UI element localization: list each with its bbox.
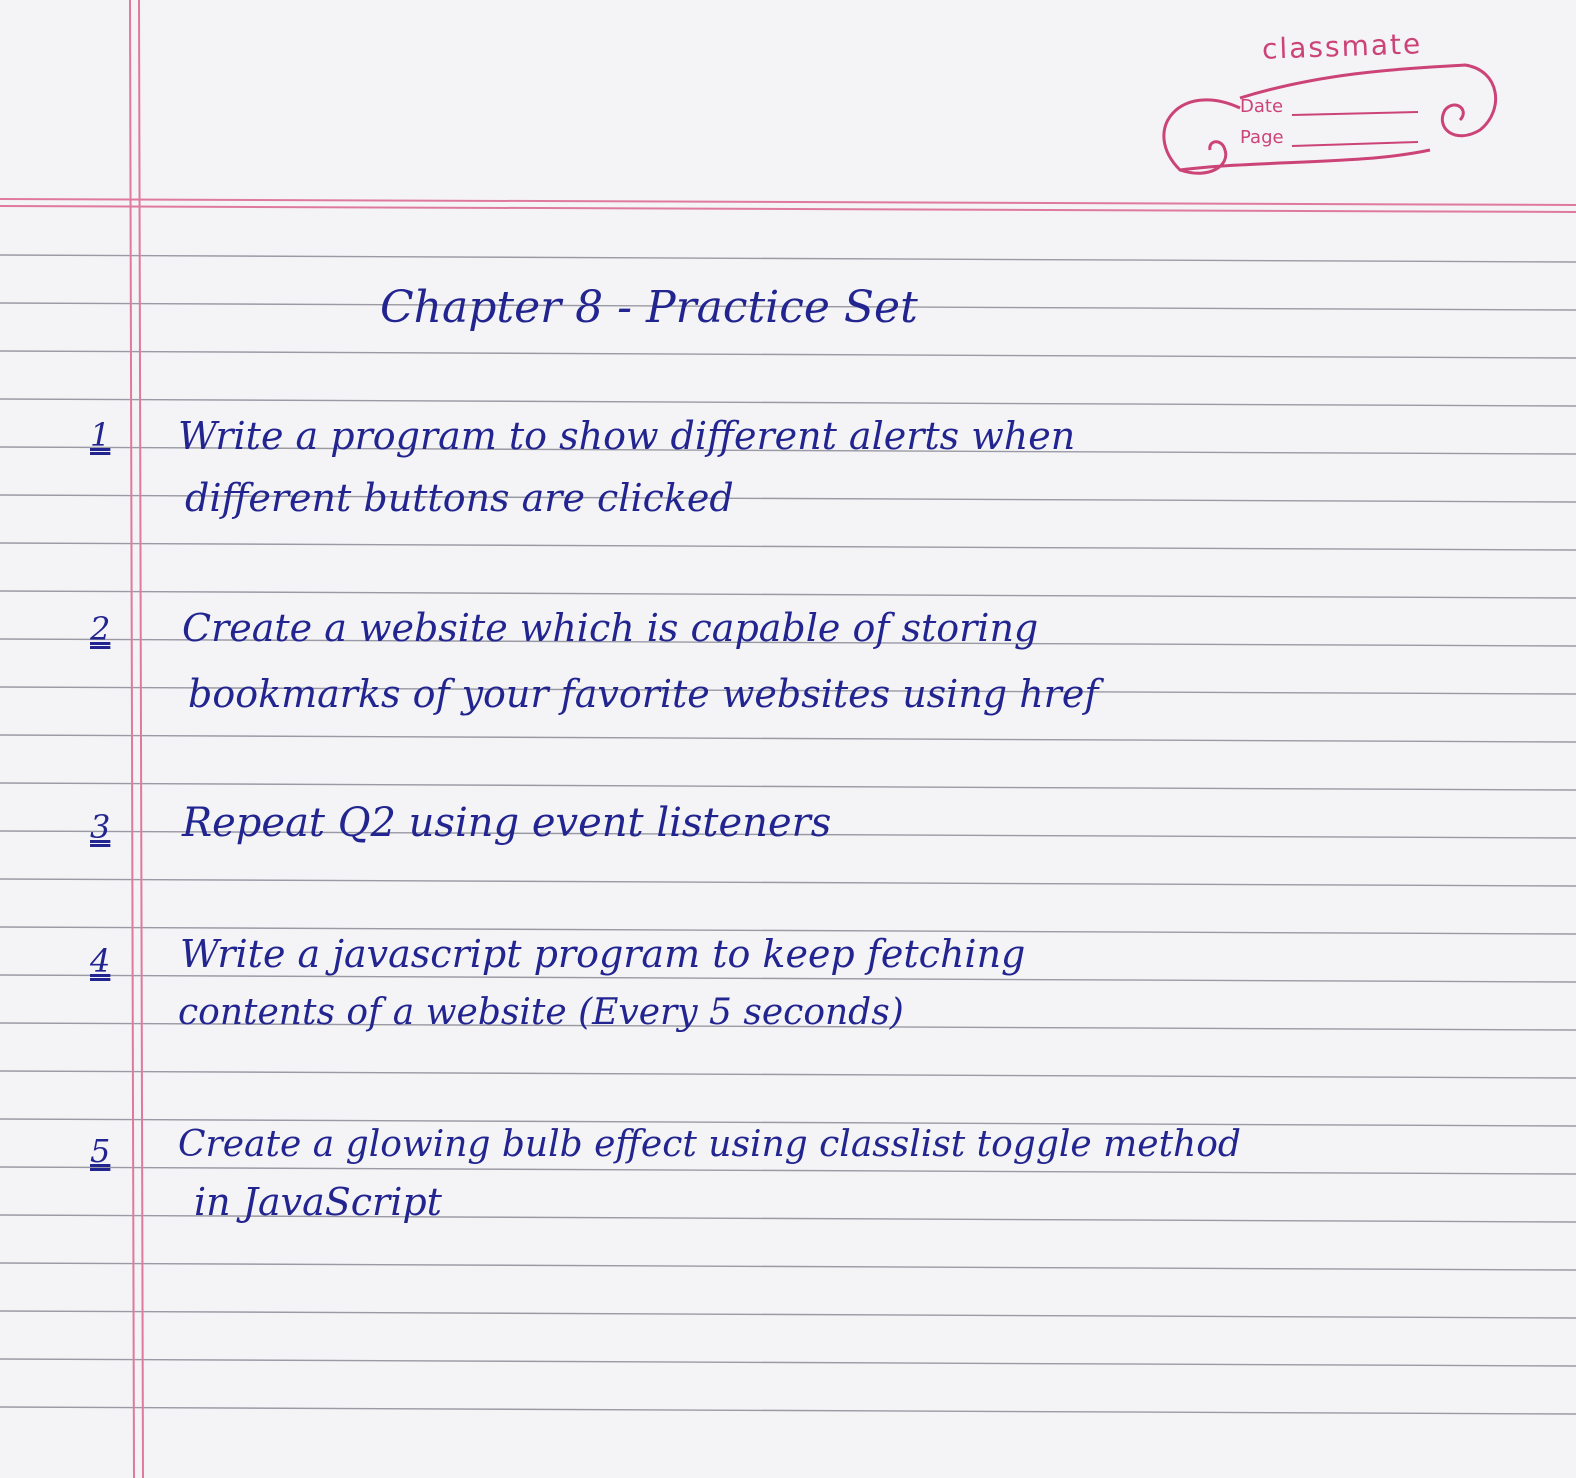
question-line: different buttons are clicked: [185, 476, 734, 520]
page-title: Chapter 8 - Practice Set: [380, 282, 918, 333]
question-line: Write a program to show different alerts when: [178, 414, 1076, 458]
page-label: Page: [1240, 127, 1284, 148]
question-line: in JavaScript: [194, 1180, 442, 1224]
date-label: Date: [1240, 96, 1284, 117]
question-number: 1: [90, 416, 111, 454]
question-line: Write a javascript program to keep fetching: [180, 932, 1026, 976]
question-number: 3: [90, 808, 111, 846]
brand-name: classmate: [1261, 27, 1423, 66]
question-line: bookmarks of your favorite websites using href: [188, 672, 1099, 716]
question-line: Repeat Q2 using event listeners: [182, 800, 832, 846]
question-number: 5: [90, 1132, 111, 1170]
question-line: contents of a website (Every 5 seconds): [178, 992, 904, 1033]
question-line: Create a glowing bulb effect using classlist toggle method: [178, 1124, 1241, 1165]
question-number: 4: [90, 942, 111, 980]
question-line: Create a website which is capable of storing: [182, 606, 1039, 650]
question-number: 2: [90, 610, 111, 648]
